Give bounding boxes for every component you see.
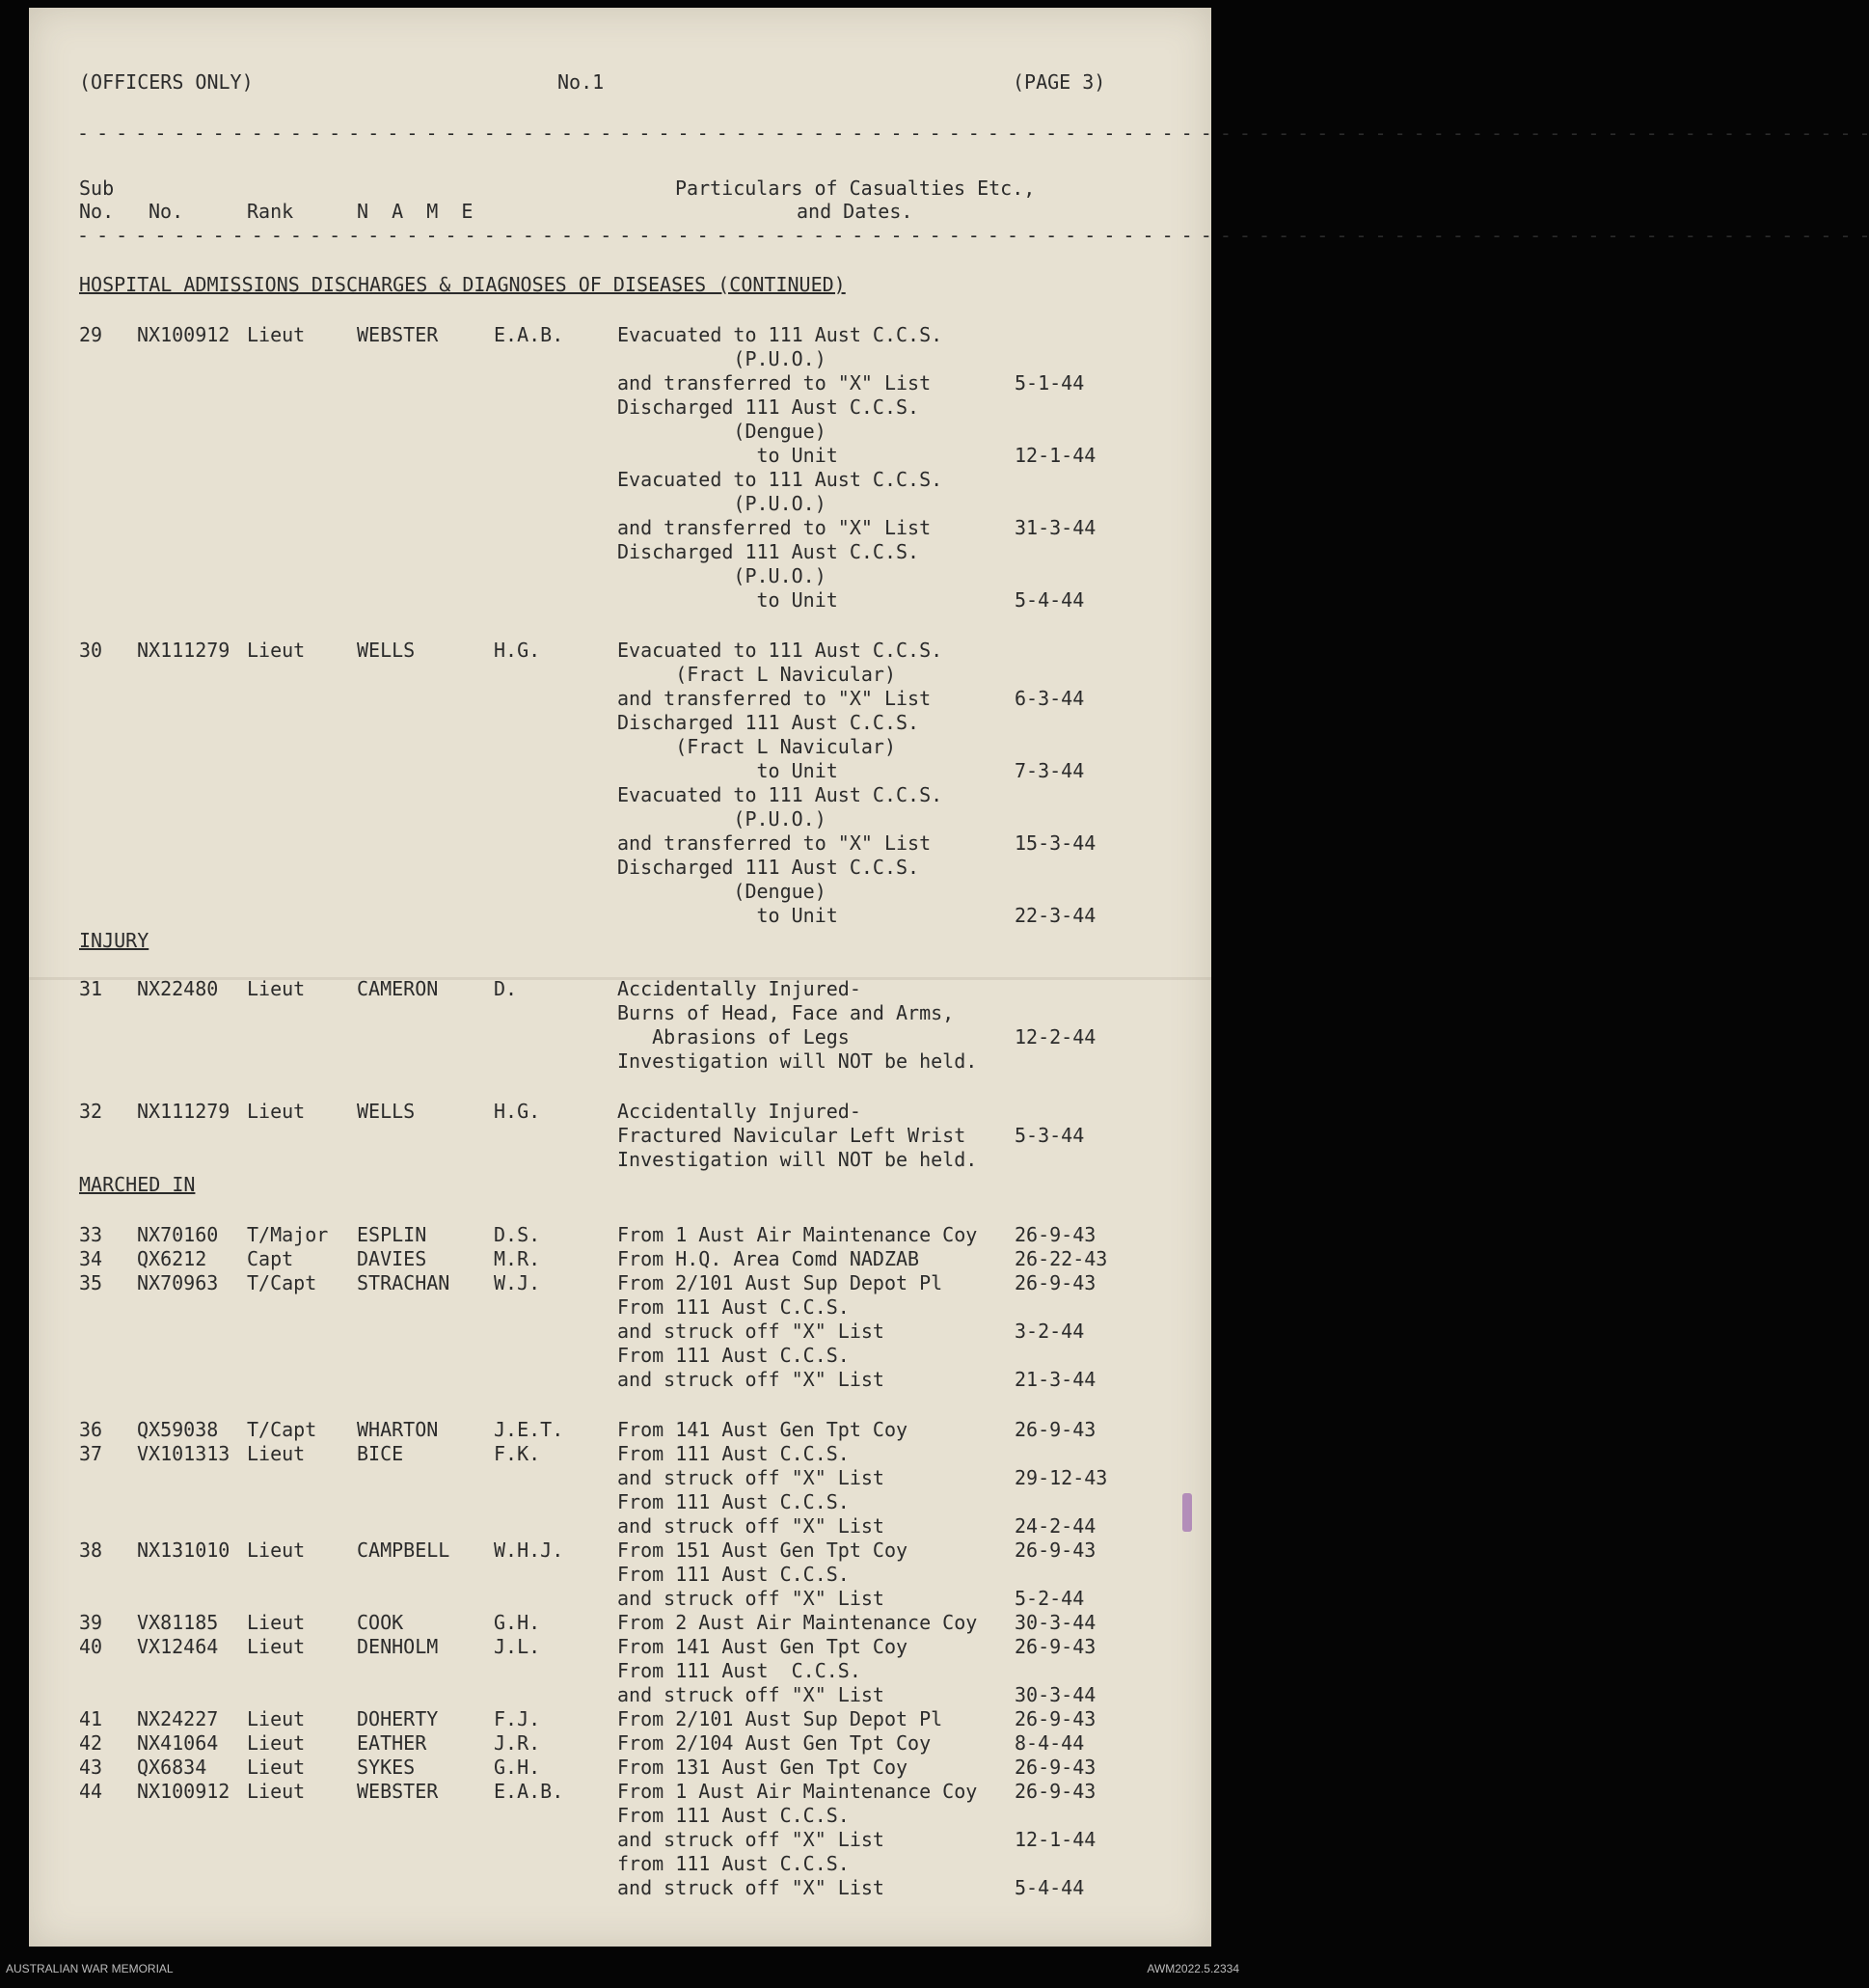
row-service-number: NX70963 xyxy=(137,1271,219,1294)
row-initials: E.A.B. xyxy=(494,1780,564,1803)
row-service-number: NX111279 xyxy=(137,1100,230,1123)
row-particulars: and transferred to "X" List xyxy=(617,516,932,539)
row-particulars: From 2/101 Aust Sup Depot Pl xyxy=(617,1271,943,1294)
row-particulars: (Fract L Navicular) xyxy=(617,663,896,686)
section-injury: INJURY xyxy=(79,929,149,952)
row-particulars: Discharged 111 Aust C.C.S. xyxy=(617,540,920,563)
col-name: N A M E xyxy=(357,200,474,223)
row-particulars: and struck off "X" List xyxy=(617,1320,884,1343)
row-particulars: Evacuated to 111 Aust C.C.S. xyxy=(617,639,943,662)
row-particulars: From H.Q. Area Comd NADZAB xyxy=(617,1247,920,1270)
row-rank: Lieut xyxy=(247,1707,306,1730)
row-rank: T/Major xyxy=(247,1223,329,1246)
row-particulars: and struck off "X" List xyxy=(617,1587,884,1610)
row-date: 26-9-43 xyxy=(1015,1418,1097,1441)
row-particulars: From 111 Aust C.C.S. xyxy=(617,1295,850,1319)
row-particulars: From 111 Aust C.C.S. xyxy=(617,1442,850,1465)
row-service-number: NX41064 xyxy=(137,1731,219,1755)
row-service-number: NX131010 xyxy=(137,1539,230,1562)
footer-institution: AUSTRALIAN WAR MEMORIAL xyxy=(6,1962,174,1975)
row-surname: DAVIES xyxy=(357,1247,427,1270)
row-particulars: From 1 Aust Air Maintenance Coy xyxy=(617,1780,978,1803)
header-officers-only: (OFFICERS ONLY) xyxy=(79,70,254,94)
row-initials: G.H. xyxy=(494,1611,541,1634)
row-rank: Lieut xyxy=(247,1611,306,1634)
footer-accession-number: AWM2022.5.2334 xyxy=(1147,1962,1239,1975)
row-initials: J.L. xyxy=(494,1635,541,1658)
row-date: 12-2-44 xyxy=(1015,1025,1097,1048)
row-service-number: NX24227 xyxy=(137,1707,219,1730)
row-surname: CAMERON xyxy=(357,977,439,1000)
row-initials: E.A.B. xyxy=(494,323,564,346)
row-sub-number: 42 xyxy=(79,1731,103,1755)
row-sub-number: 41 xyxy=(79,1707,103,1730)
row-particulars: Burns of Head, Face and Arms, xyxy=(617,1001,955,1024)
row-rank: Lieut xyxy=(247,323,306,346)
row-particulars: and transferred to "X" List xyxy=(617,371,932,395)
row-particulars: and struck off "X" List xyxy=(617,1683,884,1706)
row-service-number: QX59038 xyxy=(137,1418,219,1441)
row-surname: EATHER xyxy=(357,1731,427,1755)
row-date: 5-4-44 xyxy=(1015,588,1085,612)
row-particulars: From 111 Aust C.C.S. xyxy=(617,1490,850,1513)
row-initials: W.H.J. xyxy=(494,1539,564,1562)
row-date: 26-22-43 xyxy=(1015,1247,1108,1270)
row-particulars: From 1 Aust Air Maintenance Coy xyxy=(617,1223,978,1246)
row-particulars: From 111 Aust C.C.S. xyxy=(617,1563,850,1586)
row-surname: WEBSTER xyxy=(357,1780,439,1803)
row-surname: WELLS xyxy=(357,1100,416,1123)
row-surname: WELLS xyxy=(357,639,416,662)
row-sub-number: 38 xyxy=(79,1539,103,1562)
row-date: 26-9-43 xyxy=(1015,1756,1097,1779)
row-date: 24-2-44 xyxy=(1015,1514,1097,1538)
row-rank: Lieut xyxy=(247,1539,306,1562)
row-particulars: From 131 Aust Gen Tpt Coy xyxy=(617,1756,908,1779)
row-sub-number: 43 xyxy=(79,1756,103,1779)
row-date: 30-3-44 xyxy=(1015,1683,1097,1706)
row-rank: T/Capt xyxy=(247,1271,317,1294)
row-surname: SYKES xyxy=(357,1756,416,1779)
row-rank: T/Capt xyxy=(247,1418,317,1441)
row-date: 15-3-44 xyxy=(1015,831,1097,855)
header-page-number: (PAGE 3) xyxy=(1013,70,1106,94)
col-particulars-line1: Particulars of Casualties Etc., xyxy=(675,177,1036,200)
row-date: 5-2-44 xyxy=(1015,1587,1085,1610)
row-initials: J.R. xyxy=(494,1731,541,1755)
row-date: 29-12-43 xyxy=(1015,1466,1108,1489)
row-date: 31-3-44 xyxy=(1015,516,1097,539)
row-particulars: to Unit xyxy=(617,759,838,782)
row-particulars: From 2 Aust Air Maintenance Coy xyxy=(617,1611,978,1634)
row-particulars: Accidentally Injured- xyxy=(617,1100,861,1123)
row-date: 12-1-44 xyxy=(1015,1828,1097,1851)
dashed-rule-header: - - - - - - - - - - - - - - - - - - - - - - - - - - - - - - - - - - - - - - - - - - - - - - - - - - - - - - - - - - - - - - - - - - - - - - - - - - - - - - - - - - - - - - - - - - - - - xyxy=(77,224,1869,247)
row-sub-number: 44 xyxy=(79,1780,103,1803)
row-initials: M.R. xyxy=(494,1247,541,1270)
row-particulars: From 151 Aust Gen Tpt Coy xyxy=(617,1539,908,1562)
row-surname: ESPLIN xyxy=(357,1223,427,1246)
row-service-number: NX100912 xyxy=(137,1780,230,1803)
row-initials: H.G. xyxy=(494,1100,541,1123)
row-date: 12-1-44 xyxy=(1015,444,1097,467)
row-surname: DOHERTY xyxy=(357,1707,439,1730)
row-date: 3-2-44 xyxy=(1015,1320,1085,1343)
col-particulars-line2: and Dates. xyxy=(797,200,913,223)
row-particulars: from 111 Aust C.C.S. xyxy=(617,1852,850,1875)
row-service-number: VX101313 xyxy=(137,1442,230,1465)
col-sub-no-line2: No. xyxy=(79,200,115,223)
row-particulars: to Unit xyxy=(617,904,838,927)
row-particulars: (Dengue) xyxy=(617,880,826,903)
row-sub-number: 37 xyxy=(79,1442,103,1465)
row-sub-number: 34 xyxy=(79,1247,103,1270)
row-initials: D. xyxy=(494,977,518,1000)
row-rank: Lieut xyxy=(247,1442,306,1465)
row-particulars: (Dengue) xyxy=(617,420,826,443)
row-date: 21-3-44 xyxy=(1015,1368,1097,1391)
row-particulars: Investigation will NOT be held. xyxy=(617,1049,978,1073)
row-particulars: From 141 Aust Gen Tpt Coy xyxy=(617,1635,908,1658)
row-particulars: and struck off "X" List xyxy=(617,1466,884,1489)
row-date: 26-9-43 xyxy=(1015,1707,1097,1730)
row-date: 26-9-43 xyxy=(1015,1271,1097,1294)
row-date: 26-9-43 xyxy=(1015,1780,1097,1803)
row-rank: Lieut xyxy=(247,1780,306,1803)
row-particulars: to Unit xyxy=(617,588,838,612)
row-surname: COOK xyxy=(357,1611,404,1634)
document-page xyxy=(29,8,1869,1947)
row-initials: W.J. xyxy=(494,1271,541,1294)
row-service-number: NX22480 xyxy=(137,977,219,1000)
row-initials: G.H. xyxy=(494,1756,541,1779)
row-initials: F.K. xyxy=(494,1442,541,1465)
row-particulars: Fractured Navicular Left Wrist xyxy=(617,1124,966,1147)
row-particulars: Discharged 111 Aust C.C.S. xyxy=(617,856,920,879)
row-initials: H.G. xyxy=(494,639,541,662)
row-particulars: Discharged 111 Aust C.C.S. xyxy=(617,395,920,419)
row-surname: WHARTON xyxy=(357,1418,439,1441)
row-date: 5-1-44 xyxy=(1015,371,1085,395)
row-particulars: Evacuated to 111 Aust C.C.S. xyxy=(617,783,943,806)
row-particulars: and struck off "X" List xyxy=(617,1828,884,1851)
row-rank: Lieut xyxy=(247,977,306,1000)
row-particulars: Evacuated to 111 Aust C.C.S. xyxy=(617,468,943,491)
row-rank: Lieut xyxy=(247,639,306,662)
row-date: 22-3-44 xyxy=(1015,904,1097,927)
row-particulars: and struck off "X" List xyxy=(617,1514,884,1538)
row-sub-number: 40 xyxy=(79,1635,103,1658)
row-particulars: From 2/104 Aust Gen Tpt Coy xyxy=(617,1731,932,1755)
col-sub-no-line1: Sub xyxy=(79,177,115,200)
row-date: 5-3-44 xyxy=(1015,1124,1085,1147)
row-service-number: QX6834 xyxy=(137,1756,207,1779)
row-rank: Lieut xyxy=(247,1635,306,1658)
row-particulars: to Unit xyxy=(617,444,838,467)
row-particulars: Abrasions of Legs xyxy=(617,1025,850,1048)
dashed-rule-top: - - - - - - - - - - - - - - - - - - - - - - - - - - - - - - - - - - - - - - - - - - - - - - - - - - - - - - - - - - - - - - - - - - - - - - - - - - - - - - - - - - - - - - - - - - - - - xyxy=(77,122,1869,145)
row-rank: Lieut xyxy=(247,1756,306,1779)
row-sub-number: 36 xyxy=(79,1418,103,1441)
row-sub-number: 33 xyxy=(79,1223,103,1246)
row-date: 26-9-43 xyxy=(1015,1635,1097,1658)
ink-mark xyxy=(1182,1493,1192,1532)
row-sub-number: 39 xyxy=(79,1611,103,1634)
row-sub-number: 30 xyxy=(79,639,103,662)
row-particulars: (P.U.O.) xyxy=(617,807,826,831)
row-particulars: and transferred to "X" List xyxy=(617,831,932,855)
row-date: 5-4-44 xyxy=(1015,1876,1085,1899)
row-service-number: QX6212 xyxy=(137,1247,207,1270)
row-surname: WEBSTER xyxy=(357,323,439,346)
row-surname: STRACHAN xyxy=(357,1271,450,1294)
row-sub-number: 31 xyxy=(79,977,103,1000)
row-particulars: and transferred to "X" List xyxy=(617,687,932,710)
col-rank: Rank xyxy=(247,200,294,223)
row-particulars: From 2/101 Aust Sup Depot Pl xyxy=(617,1707,943,1730)
col-no: No. xyxy=(149,200,184,223)
row-surname: BICE xyxy=(357,1442,404,1465)
row-particulars: From 111 Aust C.C.S. xyxy=(617,1659,861,1682)
row-service-number: NX100912 xyxy=(137,323,230,346)
row-particulars: and struck off "X" List xyxy=(617,1368,884,1391)
row-surname: DENHOLM xyxy=(357,1635,439,1658)
row-date: 30-3-44 xyxy=(1015,1611,1097,1634)
row-particulars: From 111 Aust C.C.S. xyxy=(617,1344,850,1367)
row-rank: Lieut xyxy=(247,1731,306,1755)
row-particulars: Evacuated to 111 Aust C.C.S. xyxy=(617,323,943,346)
row-service-number: NX111279 xyxy=(137,639,230,662)
row-particulars: and struck off "X" List xyxy=(617,1876,884,1899)
row-service-number: VX81185 xyxy=(137,1611,219,1634)
row-particulars: From 141 Aust Gen Tpt Coy xyxy=(617,1418,908,1441)
row-particulars: (Fract L Navicular) xyxy=(617,735,896,758)
row-sub-number: 32 xyxy=(79,1100,103,1123)
row-date: 26-9-43 xyxy=(1015,1539,1097,1562)
row-surname: CAMPBELL xyxy=(357,1539,450,1562)
row-rank: Capt xyxy=(247,1247,294,1270)
row-particulars: (P.U.O.) xyxy=(617,347,826,370)
row-service-number: VX12464 xyxy=(137,1635,219,1658)
section-hospital-admissions: HOSPITAL ADMISSIONS DISCHARGES & DIAGNOSES OF DISEASES (CONTINUED) xyxy=(79,273,846,296)
row-sub-number: 29 xyxy=(79,323,103,346)
row-initials: J.E.T. xyxy=(494,1418,564,1441)
row-service-number: NX70160 xyxy=(137,1223,219,1246)
row-date: 6-3-44 xyxy=(1015,687,1085,710)
row-particulars: (P.U.O.) xyxy=(617,564,826,587)
row-initials: D.S. xyxy=(494,1223,541,1246)
row-initials: F.J. xyxy=(494,1707,541,1730)
row-sub-number: 35 xyxy=(79,1271,103,1294)
header-document-number: No.1 xyxy=(557,70,605,94)
row-date: 26-9-43 xyxy=(1015,1223,1097,1246)
section-marched-in: MARCHED IN xyxy=(79,1173,196,1196)
row-particulars: Discharged 111 Aust C.C.S. xyxy=(617,711,920,734)
row-particulars: Accidentally Injured- xyxy=(617,977,861,1000)
row-particulars: Investigation will NOT be held. xyxy=(617,1148,978,1171)
row-date: 7-3-44 xyxy=(1015,759,1085,782)
row-date: 8-4-44 xyxy=(1015,1731,1085,1755)
row-rank: Lieut xyxy=(247,1100,306,1123)
row-particulars: From 111 Aust C.C.S. xyxy=(617,1804,850,1827)
row-particulars: (P.U.O.) xyxy=(617,492,826,515)
